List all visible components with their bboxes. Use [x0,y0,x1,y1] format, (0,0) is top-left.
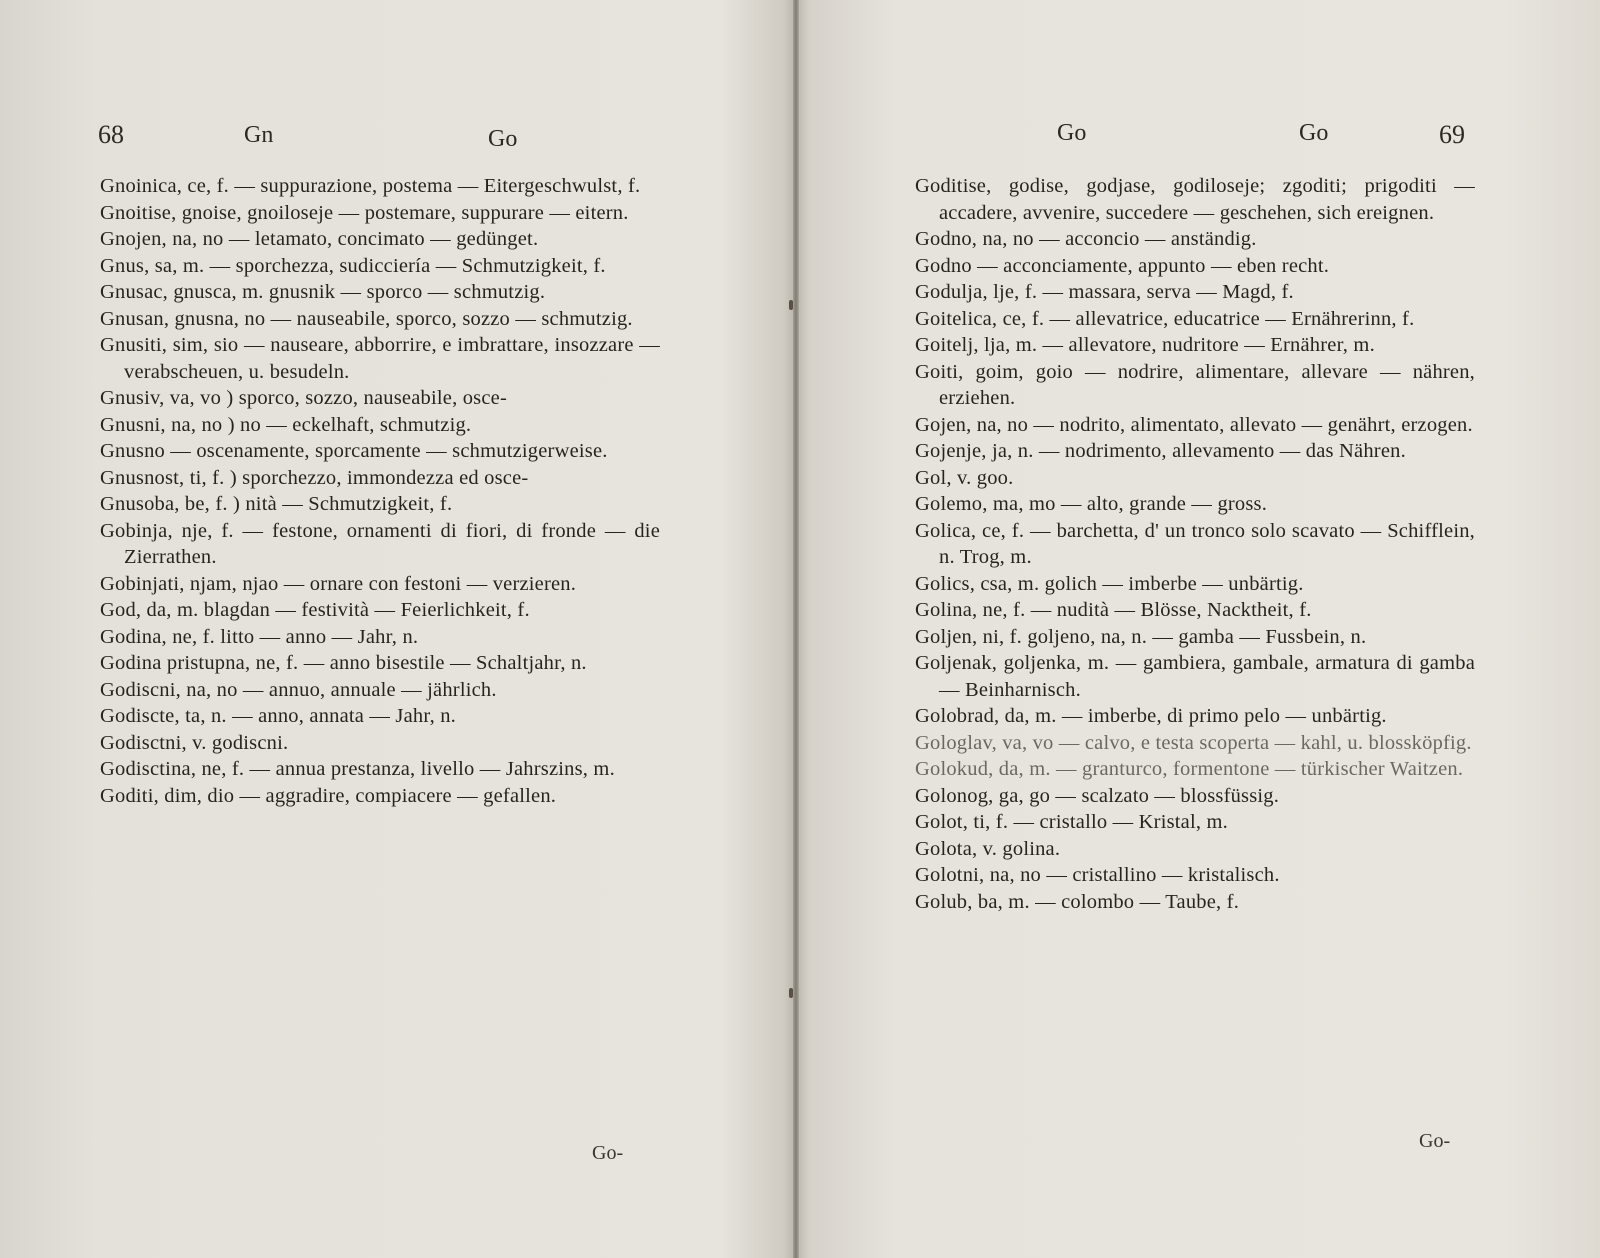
dictionary-entry: Gologlav, va, vo — calvo, e testa scoperta — kahl, u. blossköpfig. [915,731,1472,754]
dictionary-entry: Goiti, goim, goio — nodrire, alimentare, allevare — nähren, erziehen. [915,360,1475,409]
dictionary-entry: Godisctni, v. godiscni. [100,731,289,754]
dictionary-entry: Gnusiti, sim, sio — nauseare, abborrire, e imbrattare, insozzare — verabscheuen, u. besudeln. [100,334,660,383]
dictionary-entry: Goljenak, goljenka, m. — gambiera, gambale, armatura di gamba — Beinharnisch. [915,652,1475,701]
dictionary-entry: Golot, ti, f. — cristallo — Kristal, m. [915,811,1228,833]
dictionary-entry: Gnusoba, be, f. ) nità — Schmutzigkeit, f. [100,493,453,515]
dictionary-entry: Golobrad, da, m. — imberbe, di primo pelo — unbärtig. [915,705,1387,727]
catchword: Go- [592,1142,624,1164]
dictionary-entry: Gnusac, gnusca, m. gnusnik — sporco — schmutzig. [100,281,546,303]
dictionary-entry: Golics, csa, m. golich — imberbe — unbärtig. [915,572,1304,595]
dictionary-entry: Golina, ne, f. — nudità — Blösse, Nacktheit, f. [915,599,1312,621]
dictionary-entry: Godno, na, no — acconcio — anständig. [915,228,1257,250]
dictionary-entry: Godiscni, na, no — annuo, annuale — jährlich. [100,678,497,701]
dictionary-entry: Goditise, godise, godjase, godiloseje; zgoditi; prigoditi — accadere, avvenire, succedere — geschehen, sich ereignen. [915,175,1475,224]
dictionary-entry: Gnusno — oscenamente, sporcamente — schmutzigerweise. [100,440,608,462]
dictionary-entry: Golub, ba, m. — colombo — Taube, f. [915,890,1240,913]
right-page [799,0,1600,1258]
dictionary-entry: Gnojen, na, no — letamato, concimato — gedünget. [100,228,539,250]
dictionary-entry: Gnusan, gnusna, no — nauseabile, sporco, sozzo — schmutzig. [100,307,633,330]
dictionary-entry: Gnoinica, ce, f. — suppurazione, postema — Eitergeschwulst, f. [100,175,641,197]
dictionary-entry: Gojen, na, no — nodrito, alimentato, allevato — genährt, erzogen. [915,413,1473,436]
dictionary-entry: Golotni, na, no — cristallino — kristalisch. [915,864,1280,886]
dictionary-entries [915,173,1475,915]
dictionary-entry: Gnoitise, gnoise, gnoiloseje — postemare, suppurare — eitern. [100,201,629,224]
dictionary-entry: Godisctina, ne, f. — annua prestanza, livello — Jahrszins, m. [100,758,615,780]
dictionary-entry: Golonog, ga, go — scalzato — blossfüssig. [915,784,1280,807]
dictionary-entry: Goitelica, ce, f. — allevatrice, educatrice — Ernährerinn, f. [915,307,1415,330]
dictionary-entry: Goditi, dim, dio — aggradire, compiacere — gefallen. [100,784,557,807]
dictionary-entry: Godiscte, ta, n. — anno, annata — Jahr, n. [100,705,456,727]
dictionary-entry: Gnus, sa, m. — sporchezza, sudicciería — Schmutzigkeit, f. [100,254,606,277]
running-head [799,118,1600,152]
running-head [0,118,793,152]
left-page [0,0,793,1258]
dictionary-entry: Gnusni, na, no ) no — eckelhaft, schmutzig. [100,413,472,436]
page-number: 69 [1439,120,1465,149]
catchword: Go- [1419,1130,1451,1152]
dictionary-entry: Goitelj, lja, m. — allevatore, nudritore — Ernährer, m. [915,334,1375,356]
dictionary-entry: Godina, ne, f. litto — anno — Jahr, n. [100,625,419,648]
dictionary-entry: Gobinja, nje, f. — festone, ornamenti di fiori, di fronde — die Zierrathen. [100,519,660,568]
page-number: 68 [98,120,124,149]
dictionary-entry: Gnusnost, ti, f. ) sporchezzo, immondezza ed osce- [100,466,529,489]
headword-guide-right: Go [488,126,518,152]
dictionary-entry: Golokud, da, m. — granturco, formentone — türkischer Waitzen. [915,758,1464,780]
dictionary-entry: Godulja, lje, f. — massara, serva — Magd, f. [915,281,1294,303]
dictionary-entries [100,173,660,809]
headword-guide-right: Go [1299,120,1329,146]
dictionary-entry: Gol, v. goo. [915,466,1014,489]
dictionary-entry: God, da, m. blagdan — festività — Feierlichkeit, f. [100,599,530,621]
dictionary-entry: Gobinjati, njam, njao — ornare con festoni — verzieren. [100,572,577,595]
dictionary-entry: Godno — acconciamente, appunto — eben recht. [915,254,1330,277]
dictionary-entry: Gojenje, ja, n. — nodrimento, allevamento — das Nähren. [915,440,1406,462]
dictionary-entry: Goljen, ni, f. goljeno, na, n. — gamba — Fussbein, n. [915,625,1367,648]
dictionary-entry: Golota, v. golina. [915,837,1061,860]
headword-guide-left: Gn [244,122,274,148]
dictionary-entry: Gnusiv, va, vo ) sporco, sozzo, nauseabile, osce- [100,387,507,409]
dictionary-entry: Godina pristupna, ne, f. — anno bisestile — Schaltjahr, n. [100,652,587,674]
dictionary-entry: Golica, ce, f. — barchetta, d' un tronco solo scavato — Schifflein, n. Trog, m. [915,519,1475,568]
headword-guide-left: Go [1057,120,1087,146]
dictionary-entry: Golemo, ma, mo — alto, grande — gross. [915,493,1268,515]
